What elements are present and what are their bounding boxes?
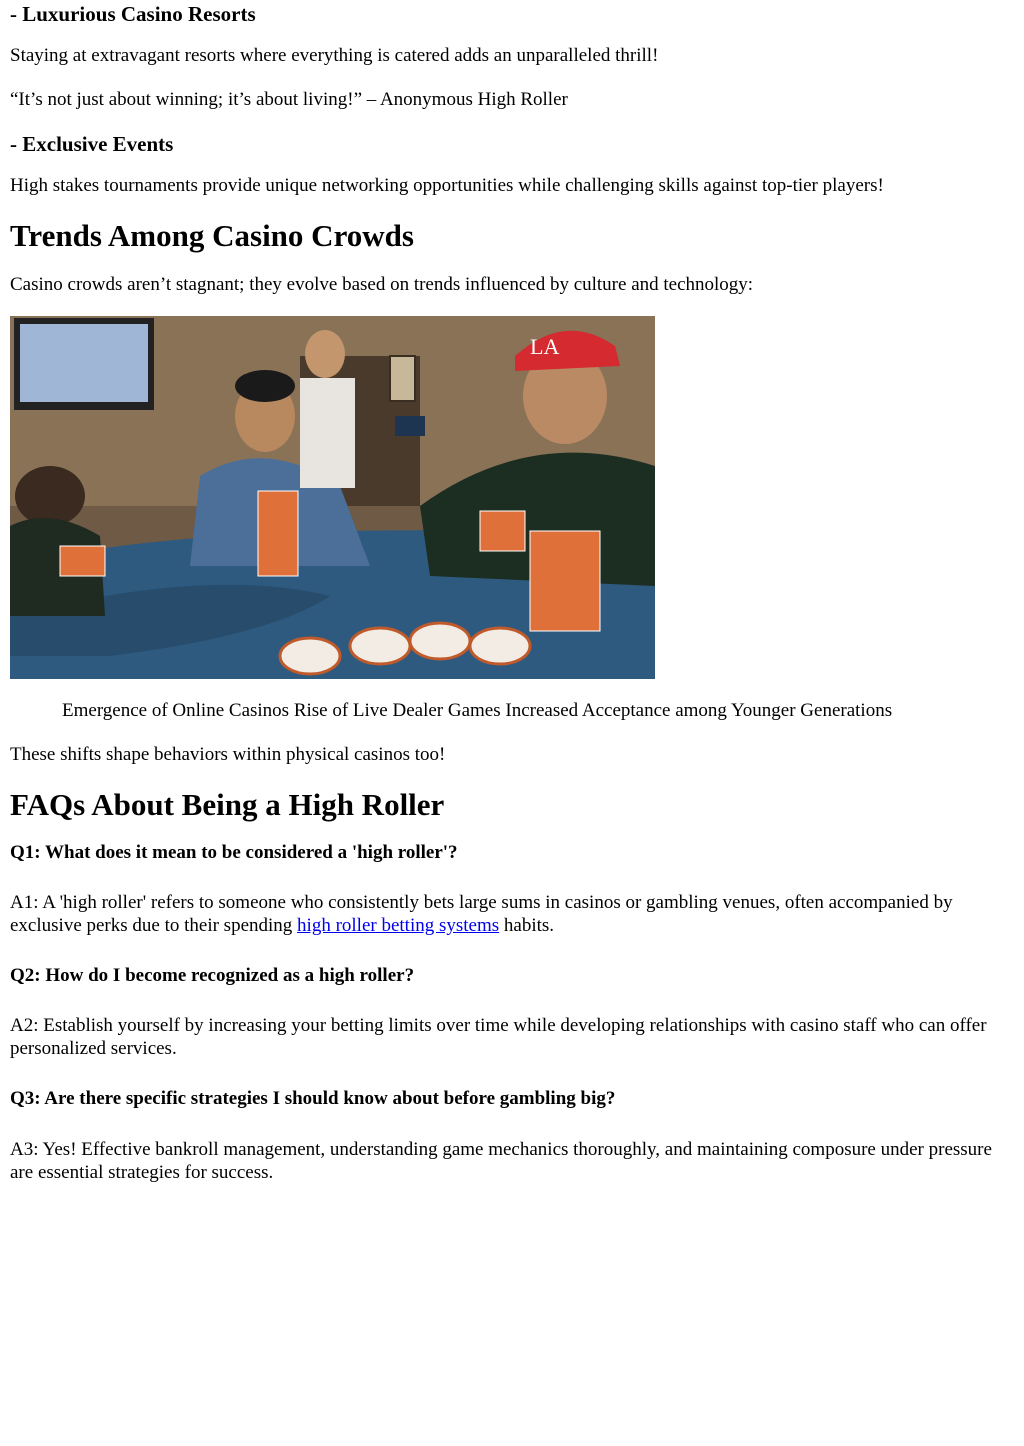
poker-table-photo <box>10 316 655 679</box>
faqs-heading: FAQs About Being a High Roller <box>10 786 445 822</box>
events-heading: - Exclusive Events <box>10 132 174 157</box>
faq-answer-1 <box>10 891 1014 937</box>
trends-heading: Trends Among Casino Crowds <box>10 218 414 254</box>
resorts-text: Staying at extravagant resorts where everything is catered adds an unparalleled thrill! <box>10 45 659 67</box>
faq-question-1: Q1: What does it mean to be considered a 'high roller'? <box>10 841 458 863</box>
events-text: High stakes tournaments provide unique networking opportunities while challenging skills against top-tier players! <box>10 175 884 197</box>
faq-answer-1-text: A1: A 'high roller' refers to someone who consistently bets large sums in casinos or gambling venues, often accompanied by exclusive perks due to their spending <box>10 891 953 936</box>
resorts-heading: - Luxurious Casino Resorts <box>10 2 256 26</box>
high-roller-betting-systems-link[interactable]: high roller betting systems <box>297 914 500 936</box>
faq-answer-2: A2: Establish yourself by increasing your betting limits over time while developing relationships with casino staff who can offer personalized services. <box>10 1014 987 1059</box>
trends-outro: These shifts shape behaviors within physical casinos too! <box>10 743 446 765</box>
faq-answer-1-end: habits. <box>499 914 555 936</box>
cap-logo: LA <box>530 333 560 359</box>
faq-question-3: Q3: Are there specific strategies I should know about before gambling big? <box>10 1087 616 1109</box>
faq-question-2: Q2: How do I become recognized as a high roller? <box>10 964 415 986</box>
trends-intro: Casino crowds aren’t stagnant; they evolve based on trends influenced by culture and technology: <box>10 273 754 295</box>
image-caption: Emergence of Online Casinos Rise of Live Dealer Games Increased Acceptance among Younger Generations <box>62 699 893 721</box>
resorts-quote: “It’s not just about winning; it’s about living!” – Anonymous High Roller <box>10 89 568 111</box>
faq-answer-3: A3: Yes! Effective bankroll management, understanding game mechanics thoroughly, and maintaining composure under pressure are essential strategies for success. <box>10 1138 992 1183</box>
